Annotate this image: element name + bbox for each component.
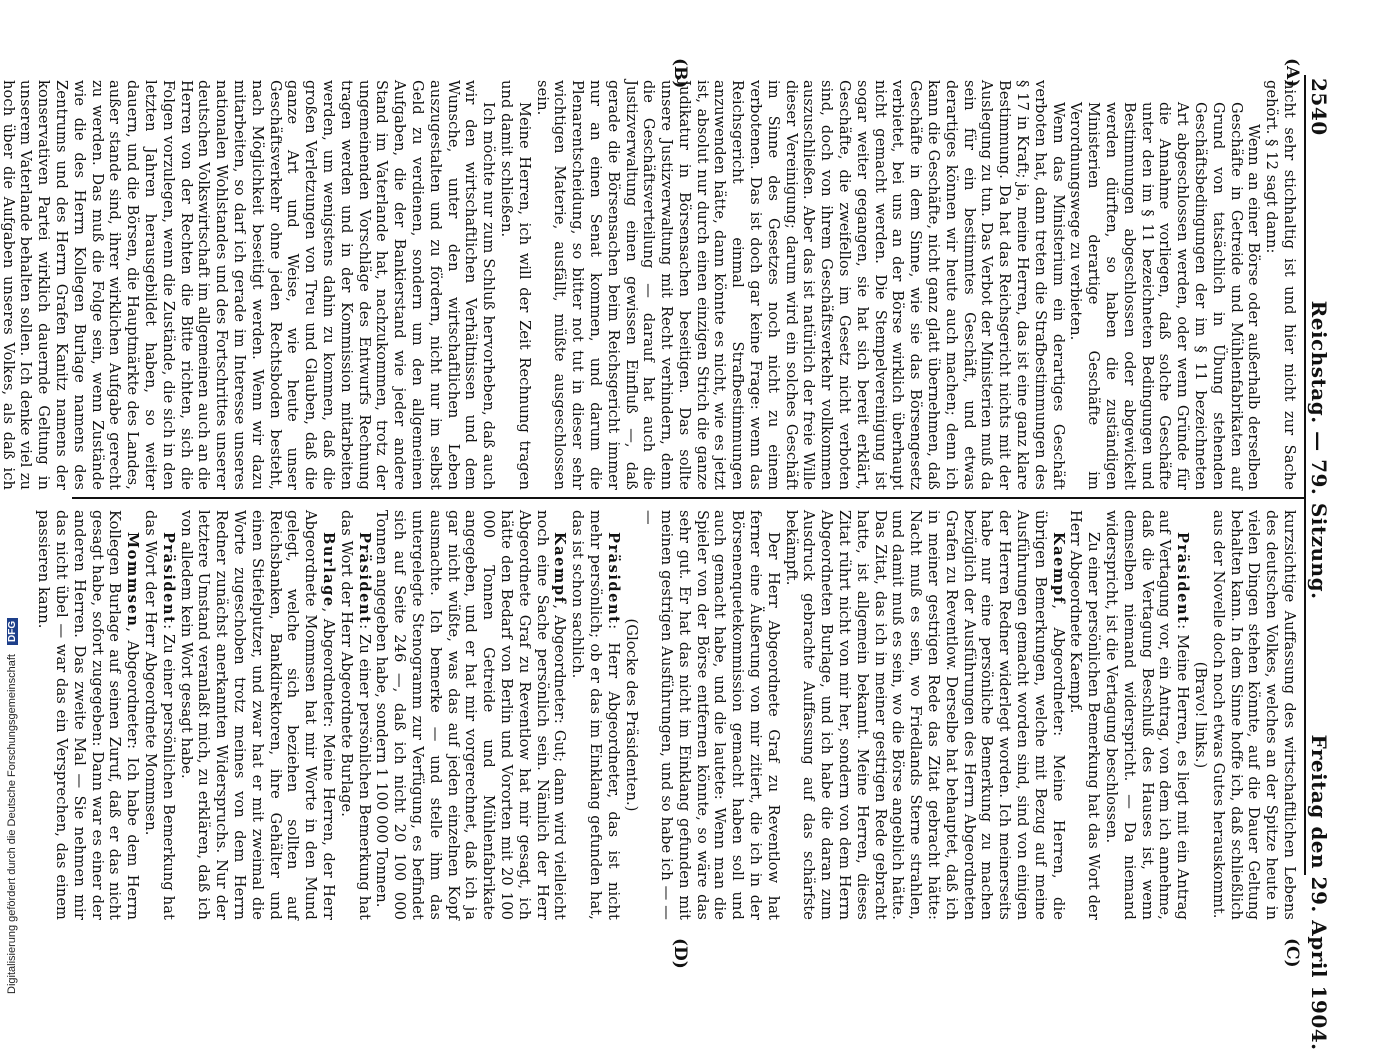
paragraph: Der Herr Abgeordnete Graf zu Reventlow hat ferner eine Äußerung von mir zitiert, die ich in der Börsenenquetekommission gemacht haben soll und auch gemacht habe, und die lautete: Wenn man die Spieler von der Börse entfernen könnte, so wäre das sehr gut. Er hat das nicht im Einklang gefunden mit meinen gestrigen Ausführungen, und so habe ich — — — xyxy=(640,510,782,920)
marker-c: (C) xyxy=(1282,938,1302,968)
speaker-name: Kaempf xyxy=(551,532,569,605)
stage-direction: (Bravo! links.) xyxy=(1192,661,1210,769)
speaker-name: Präsident xyxy=(355,532,373,625)
marker-d: (D) xyxy=(670,938,690,969)
running-header xyxy=(1307,78,1331,1051)
session-title: Reichstag. — 79. Sitzung. xyxy=(1307,300,1331,600)
credit-text: Digitalisierung gefördert durch die Deutsche Forschungsgemeinschaft xyxy=(6,654,18,994)
speaker-name: Präsident xyxy=(159,532,177,625)
paragraph: Zu einer persönlichen Bemerkung hat das Wort der Herr Abgeordnete Kaempf. xyxy=(1067,510,1103,920)
marker-a: (A) xyxy=(1282,58,1302,88)
speaker-paragraph: Präsident: Zu einer persönlichen Bemerkung hat das Wort der Herr Abgeordnete Mommsen. xyxy=(142,510,177,920)
paragraph: kurzsichtige Auffassung des wirtschaftlichen Lebens des deutschen Volkes, welches an der Spitze heute in vielen Dingen stehen könnte, auf die Dauer Geltung behalten kann. In dem Sinne hoffe ich, daß schließlich aus der Novelle doch noch etwas Gutes herauskommt. xyxy=(1209,510,1298,920)
speaker-paragraph: Kaempf, Abgeordneter: Meine Herren, die übrigen Bemerkungen, welche mit Bezug auf meine Ausführungen gemacht worden sind, sind von einigen der Herren Redner widerlegt worden. Ich meinerseits habe nur eine persönliche Bemerkung zu machen bezüglich der Ausführungen des Herrn Abgeordneten Grafen zu Reventlow. Derselbe hat behauptet, daß ich in meiner gestrigen Rede das Zitat gebracht hätte: Nacht muß es sein, wo Friedlands Sterne strahlen, und damit muß es sein, wo die Börse angeblich hätte. Das Zitat, das ich in meiner gestrigen Rede gebracht hatte, ist allgemein bekannt. Meine Herren, dieses Zitat rührt nicht von mir her, sondern von dem Herrn Abgeordneten Burlage, und ich habe die daran zum Ausdruck gebrachte Auffassung auf das schärfste bekämpft. xyxy=(782,510,1067,920)
speaker-name: Kaempf xyxy=(1049,532,1067,605)
marker-b: (B) xyxy=(670,58,690,89)
quoted-paragraph: Wenn an einer Börse oder außerhalb derselben Geschäfte in Getreide und Mühlenfabrikaten auf Grund von tatsächlich in Übung stehenden Geschäftsbedingungen der im § 11 bezeichneten Art abgeschlossen werden, oder wenn Gründe für die Annahme vorliegen, daß solche Geschäfte unter den im § 11 bezeichneten Bedingungen und Bestimmungen abgeschlossen oder abgewickelt werden dürften, so haben die zuständigen Ministerien derartige Geschäfte im Verordnungswege zu verbieten. xyxy=(1067,102,1263,490)
paragraph: Ich möchte nur zum Schluß hervorheben, daß auch wir den wirtschaftlichen Verhältnissen und dem Wunsche, unter den wirtschaftlichen Leben auszugestalten und zu fördern, nicht nur im selbst Geld zu verdienen, sondern um den allgemeinen Aufgaben, die der Bankierstand wie jeder andere Stand im Vaterlande hat, nachzukommen, trotz der ungemeinenden Vorschläge des Entwurfs Rechnung tragen werden und in der Kommission mitarbeiten werden, um wenigstens dahin zu kommen, daß die großen Verletzungen von Treu und Glauben, daß die ganze Art und Weise, wie heute unser Geschäftsverkehr ohne jeden Rechtsboden besteht, nach Möglichkeit beseitigt werden. Wenn wir dazu mitarbeiten, so darf ich gerade im Interesse unseres nationalen Wohlstandes und des Fortschrittes unserer deutschen Volkswirtschaft im allgemeinen auch an die Herren von der Rechten die Bitte richten, sich die Folgen vorzulegen, wenn die Zustände, die sich in den letzten Jahren herausgebildet haben, so weiter dauern, und die Börsen, die Hauptmärkte des Landes, außer stande sind, ihrer wirklichen Aufgabe gerecht zu werden. Das muß die Folge sein, wenn Zustände wie die des Herrn Kollegen Burlage namens des Zentrums und des Herrn Grafen Kanitz namens der konservativen Partei wirklich dauernde Geltung in unserem Vaterlande behalten sollen. Ich denke viel zu hoch über die Aufgaben unseres Volkes, als daß ich xyxy=(0,80,498,490)
speaker-paragraph: Präsident: Herr Abgeordneter, das ist nicht mehr persönlich; ob er das im Einklang gefunden hat, das ist schon sachlich. xyxy=(569,510,622,920)
text-column-right xyxy=(35,510,1298,920)
digitization-credit xyxy=(6,618,18,994)
speaker-name: Mommsen xyxy=(124,532,142,628)
speaker-paragraph: Präsident: Meine Herren, es liegt mit ein Antrag auf Vertagung vor, ein Antrag, von dem ich annehme, daß die Vertagung Beschluß des Hauses ist, wenn demselben niemand widerspricht. — Da niemand widerspricht, ist die Vertagung beschlossen. xyxy=(1103,510,1192,920)
header-rule xyxy=(1304,75,1306,875)
paragraph: Meine Herren, ich will der Zeit Rechnung tragen und damit schließen. xyxy=(497,80,533,490)
text-column-left xyxy=(0,80,1298,490)
stage-direction: (Glocke des Präsidenten.) xyxy=(622,618,640,812)
speaker-name: Präsident xyxy=(604,532,622,625)
paragraph: Wenn das Ministerium ein derartiges Geschäft verboten hat, dann treten die Strafbestimmungen des § 17 in Kraft; ja, meine Herren, das ist eine ganz klare Bestimmung. Da hat das Reichsgericht nichts mit der Auslegung zu tun. Das Verbot der Ministerien muß da sein für ein bestimmtes Geschäft, und etwas derartiges können wir heute auch machen; denn ich kann die Geschäfte, nicht ganz glatt übernehmen, daß Geschäfte in dem Sinne, wie sie das Börsengesetz verbietet, bei uns an der Börse wirklich überhaupt nicht gemacht werden. Die Stempelvereinigung ist sogar weiter gegangen, sie hat sich bereit erklärt, Geschäfte, die zweifellos im Gesetz nicht verboten sind, doch von ihrem Geschäftsverkehr vollkommen auszuschließen. Aber das ist natürlich der freie Wille dieser Vereinigung; darum wird ein solches Geschäft im Sinne des Gesetzes noch nicht zu einem verbotenen. Das ist doch gar keine Frage: wenn das Reichsgericht einmal Strafbestimmungen anzuwenden hätte, dann könnte es nicht, wie es jetzt ist, absolut nur durch einen einzigen Strich die ganze Judikatur in Börsensachen beseitigen. Das sollte unsere Justizverwaltung mit Recht verhindern, denn die Geschäftsverteilung — darauf hat auch die Justizverwaltung einen gewissen Einfluß —, daß gerade die Börsensachen beim Reichsgericht immer nur an einen Senat kommen, und darum die Plenarentscheidung, so bitter not tut in dieser sehr wichtigen Materie, ausfällt, müßte ausgeschlossen sein. xyxy=(533,80,1067,490)
page-number: 2540 xyxy=(1307,78,1331,136)
speaker-name: Burlage xyxy=(319,532,337,608)
session-date: Freitag den 29. April 1904. xyxy=(1307,734,1331,1051)
speaker-paragraph: Kaempf, Abgeordneter: Gut; dann wird vielleicht noch eine Sache persönlich sein. Nämlich der Herr Abgeordnete Graf zu Reventlow hat mir gesagt, ich hätte den Bedarf von Berlin und Vororten mit 20 100 000 Tonnen Getreide und Mühlenfabrikate angegeben, und er hat mir vorgerechnet, daß ich ja gar nicht wüßte, was das auf jeden einzelnen Kopf ausmachte. Ich bemerke — und stelle ihm das untergelegte Stenogramm zur Verfügung, es befindet sich auf Seite 246 —, daß ich nicht 20 100 000 Tonnen angegeben habe, sondern 1 100 000 Tonnen. xyxy=(373,510,569,920)
speaker-name: Präsident xyxy=(1174,532,1192,625)
column-divider xyxy=(72,497,1304,499)
speaker-paragraph: Burlage, Abgeordneter: Meine Herren, der Herr Abgeordnete Mommsen hat mir Worte in den Mund gelegt, welche sich beziehen sollten auf Reichsbanken, Bankdirektoren, ihre Gehälter und einen Stiefelputzer, und zwar hat er mit zweimal die Worte zugeschoben trotz meines von dem Herrn Redner zunächst anerkannten Widerspruchs. Nur der letztere Umstand veranlaßt mich, zu erklären, daß ich von alledem kein Wort gesagt habe. xyxy=(177,510,337,920)
speaker-paragraph: Präsident: Zu einer persönlichen Bemerkung hat das Wort der Herr Abgeordnete Burlage. xyxy=(337,510,373,920)
paragraph: nicht sehr stichhaltig ist und hier nicht zur Sache gehört. § 12 sagt dann: xyxy=(1263,80,1298,490)
speaker-paragraph: Mommsen, Abgeordneter: Ich habe dem Herrn Kollegen Burlage auf seinen Zuruf, daß er das nicht gesagt habe, sofort zugegeben: Dann war es einer der anderen Herren. Das zweite Mal — Sie nehmen mir das nicht übel — war das ein Versprechen, das einem passieren kann. xyxy=(35,510,142,920)
dfg-logo: DFG xyxy=(7,618,18,645)
